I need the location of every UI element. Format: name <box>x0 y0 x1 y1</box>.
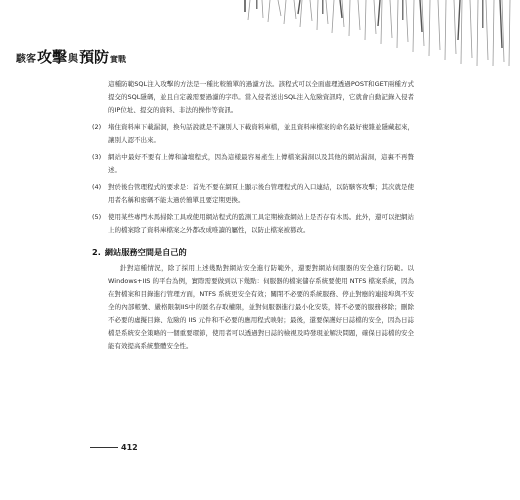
section-heading <box>92 247 414 258</box>
header-text-1: 駭客 <box>16 54 36 65</box>
list-item <box>92 121 414 147</box>
header-text-5: 實戰 <box>110 55 127 64</box>
list-item-text: 使用某些專門木馬掃除工具或使用網站程式的監測工具定期檢查網站上是否存有木馬。此外，還可以把網站上的檔案除了資料庫檔案之外都改成唯讀的屬性，以防止檔案被篡改。 <box>108 213 414 234</box>
page-number: 412 <box>121 443 138 452</box>
section-title: 網站服務空間是自己的 <box>104 247 187 257</box>
list-item-text: 對於後台管理程式的要求是：首先不要在網頁上顯示後台管理程式的入口連結，以防駭客攻擊；其次就是使用者名稱和密碼不能太過於簡單且要定期更換。 <box>108 183 414 204</box>
running-header <box>16 46 126 66</box>
list-item-text: 網站中最好不要有上傳和論壇程式，因為這樣最容易產生上傳檔案漏洞以及其他的網站漏洞，這裏不再贅述。 <box>108 153 414 174</box>
list-item-text: 堵住資料庫下載漏洞，換句話說就是不讓別人下載資料庫檔，並且資料庫檔案的命名最好複雜並隱藏起來，讓別人認不出來。 <box>108 123 414 144</box>
list-item-number: (3) <box>92 153 102 161</box>
list-item <box>92 211 414 237</box>
list-item-number: (4) <box>92 183 102 191</box>
page-content <box>92 78 414 353</box>
list-item <box>92 181 414 207</box>
header-text-2: 攻擊 <box>37 48 68 66</box>
intro-paragraph: 這種防範SQL注入攻擊的方法是一種比較簡單的過濾方法。該程式可以全面處理透過POST和GET兩種方式提交的SQL隱碼，並且自定義需要過濾的字串。當入侵者送出SQL注入危險資訊時，它就會自動記錄入侵者的IP位址、提交的資料、非法的操作等資訊。 <box>108 80 414 114</box>
list-item-number: (5) <box>92 213 102 221</box>
footer-rule <box>90 447 118 448</box>
list-item <box>92 151 414 177</box>
header-text-4: 預防 <box>79 48 110 66</box>
header-text-3: 與 <box>68 54 79 65</box>
page-footer <box>90 443 138 452</box>
list-item-number: (2) <box>92 123 102 131</box>
section-number: 2. <box>92 247 101 257</box>
section-body-paragraph: 針對這種情況，除了採用上述幾點對網站安全進行防範外，還要對網站伺服器的安全進行防範。以 Windows+IIS 的平台為例，實際需要做到以下幾點：伺服器的檔案儲存系統要使用 NTFS 檔案系統，因為在對檔案和目錄進行管理方面，NTFS 系統更安全有效；關閉不必要的系統服務、停止對應的連接埠與不安全的內部帳號、嚴格限制IIS中的匿名存取權限，並對伺服器進行最小化安裝，將不必要的服務移除；刪除不必要的虛擬目錄、危險的 IIS 元件和不必要的應用程式映射；最後，還要保護好日誌檔的安全，因為日誌檔是系統安全策略的一個重要環節，使用者可以透過對日誌的檢視及時發現並解決問題，確保日誌檔的安全能有效提高系統整體安全性。 <box>108 264 414 350</box>
